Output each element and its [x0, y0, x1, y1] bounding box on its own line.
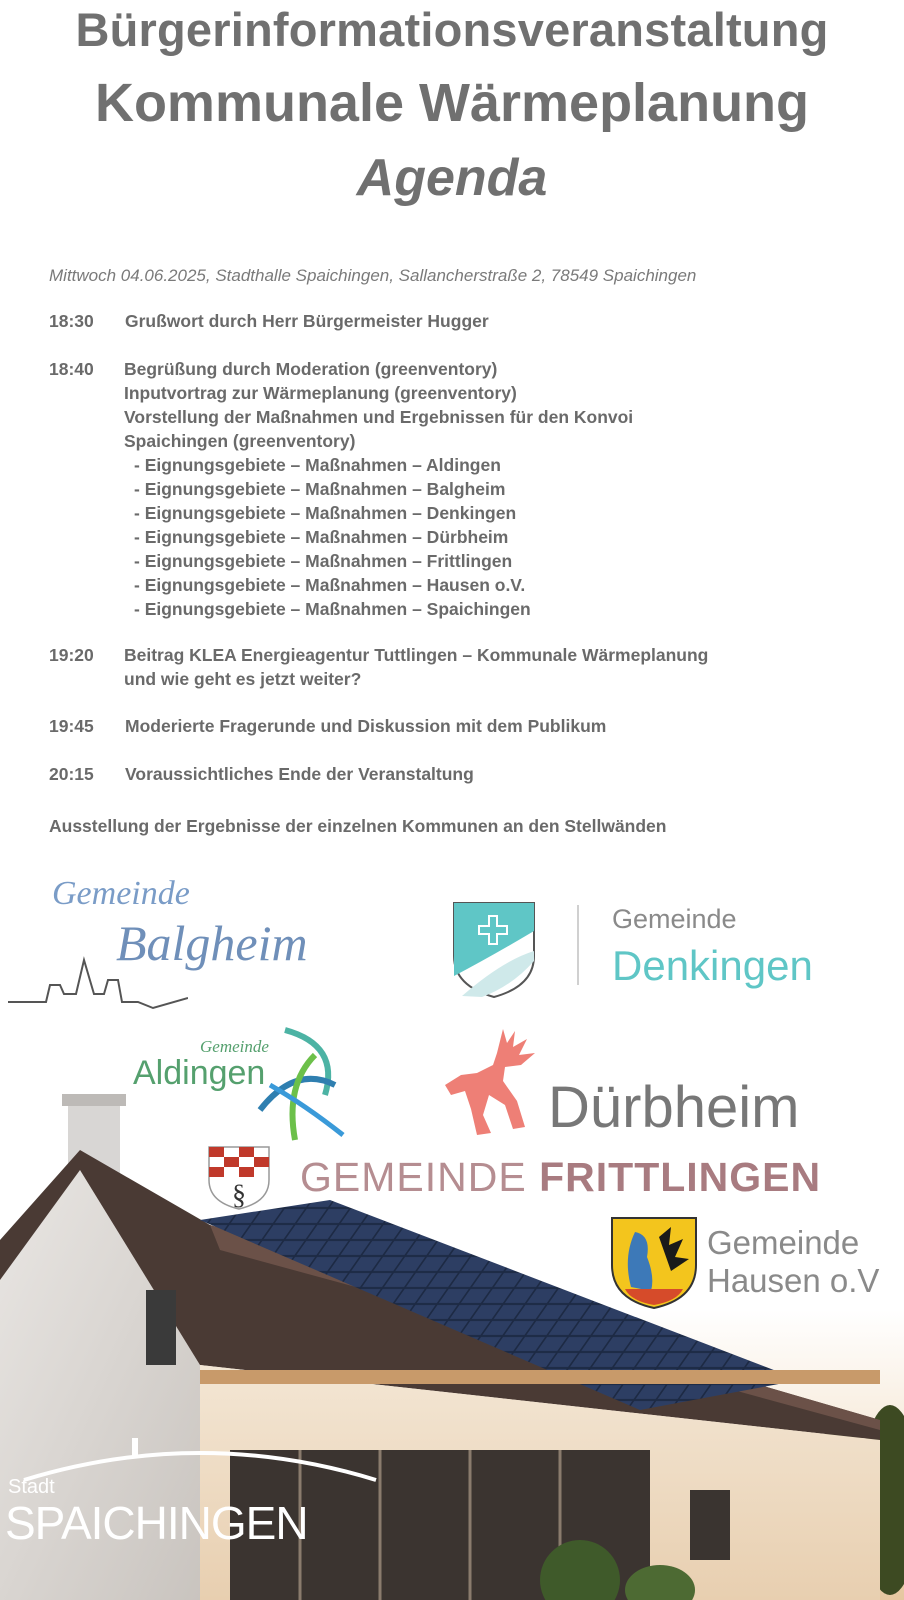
frittlingen-prefix: GEMEINDE: [300, 1154, 527, 1200]
agenda-text: Grußwort durch Herr Bürgermeister Hugger: [125, 311, 489, 331]
aldingen-name: Aldingen: [133, 1054, 266, 1092]
agenda-item-1830: [49, 311, 489, 332]
house-window: [146, 1290, 176, 1365]
denkingen-divider: [577, 905, 579, 985]
agenda-item-1840-time: [49, 359, 125, 380]
denkingen-name: Denkingen: [612, 942, 813, 989]
agenda-subitem: - Eignungsgebiete – Maßnahmen – Denkingen: [134, 503, 517, 523]
agenda-subitem: - Eignungsgebiete – Maßnahmen – Aldingen: [134, 455, 501, 475]
agenda-line: Begrüßung durch Moderation (greenventory): [124, 359, 498, 379]
agenda-line: Spaichingen (greenventory): [124, 431, 356, 451]
agenda-line: Beitrag KLEA Energieagentur Tuttlingen – Kommunale Wärmeplanung: [124, 645, 709, 665]
spaichingen-arc-icon: [20, 1436, 380, 1482]
duerbheim-deer-icon: [443, 1025, 541, 1137]
frittlingen-name: [300, 1154, 821, 1201]
exhibition-note: Ausstellung der Ergebnisse der einzelnen Kommunen an den Stellwänden: [49, 816, 667, 836]
aldingen-small: Gemeinde: [200, 1037, 269, 1056]
topic-title: Kommunale Wärmeplanung: [94, 73, 810, 133]
spaichingen-small: Stadt: [8, 1476, 55, 1498]
agenda-text: Voraussichtliches Ende der Veranstaltung: [125, 764, 474, 784]
balgheim-skyline-icon: [8, 950, 188, 1010]
agenda-subitem: - Eignungsgebiete – Maßnahmen – Spaichingen: [134, 599, 531, 619]
balgheim-name: Balgheim: [116, 915, 308, 971]
duerbheim-name: Dürbheim: [548, 1075, 800, 1140]
agenda-subitem: - Eignungsgebiete – Maßnahmen – Hausen o.V.: [134, 575, 526, 595]
frittlingen-suffix: FRITTLINGEN: [539, 1154, 822, 1200]
agenda-subitem: - Eignungsgebiete – Maßnahmen – Balgheim: [134, 479, 506, 499]
agenda-subitem: - Eignungsgebiete – Maßnahmen – Dürbheim: [134, 527, 509, 547]
agenda-text: Moderierte Fragerunde und Diskussion mit dem Publikum: [125, 716, 607, 736]
agenda-item-1920-time: [49, 645, 125, 666]
agenda-line: und wie geht es jetzt weiter?: [124, 669, 362, 689]
agenda-time: 19:45: [49, 716, 94, 736]
hausen-line1: Gemeinde: [707, 1224, 860, 1261]
agenda-time: 19:20: [49, 645, 94, 665]
hausen-line2: Hausen o.V: [707, 1262, 880, 1299]
agenda-time: 20:15: [49, 764, 94, 784]
agenda-line: Inputvortrag zur Wärmeplanung (greenventory): [124, 383, 517, 403]
denkingen-small: Gemeinde: [612, 904, 737, 934]
spaichingen-name: SPAICHINGEN: [5, 1497, 308, 1549]
agenda-item-1945: [49, 716, 606, 737]
denkingen-crest-icon: [452, 901, 536, 999]
agenda-title: Agenda: [356, 149, 548, 207]
event-title: Bürgerinformationsveranstaltung: [75, 3, 829, 56]
frittlingen-crest-icon: [208, 1146, 270, 1210]
agenda-time: 18:30: [49, 311, 94, 331]
event-date-location: Mittwoch 04.06.2025, Stadthalle Spaichingen, Sallancherstraße 2, 78549 Spaichingen: [49, 266, 697, 285]
agenda-time: 18:40: [49, 359, 94, 379]
svg-text:§: §: [232, 1180, 246, 1210]
agenda-line: Vorstellung der Maßnahmen und Ergebnissen für den Konvoi: [124, 407, 634, 427]
balgheim-small: Gemeinde: [52, 875, 190, 912]
agenda-subitem: - Eignungsgebiete – Maßnahmen – Frittlingen: [134, 551, 513, 571]
hausen-crest-icon: [611, 1217, 697, 1309]
agenda-item-2015: [49, 764, 474, 785]
aldingen-swirl-icon: [255, 1025, 345, 1145]
